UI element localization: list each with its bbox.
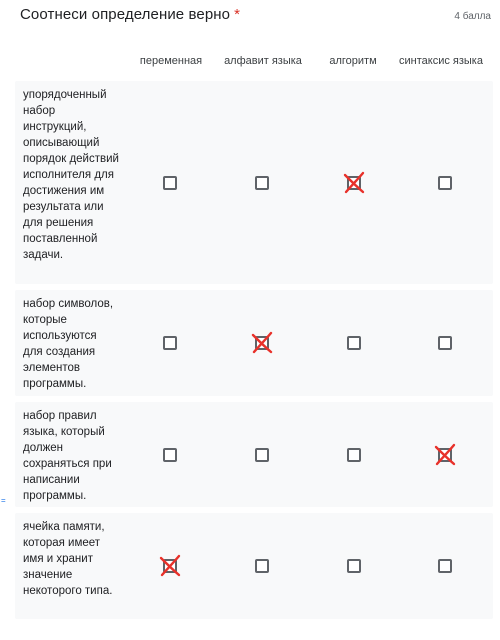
question-header: [0, 0, 500, 38]
checkbox[interactable]: [255, 559, 269, 573]
checkbox[interactable]: [347, 336, 361, 350]
grid-cell: [329, 290, 379, 396]
grid-row: [15, 81, 493, 284]
row-label: упорядоченный набор инструкций, описывающий порядок действий исполнителя для достижения им результата или для решения поставленной задачи.: [23, 89, 119, 261]
checkbox[interactable]: [255, 176, 269, 190]
column-headers: [15, 40, 493, 81]
checkbox[interactable]: [163, 448, 177, 462]
grid-cell: [329, 81, 379, 284]
checkbox[interactable]: [347, 448, 361, 462]
red-cross-icon: [433, 443, 457, 467]
grid-cell: [420, 402, 470, 507]
checkbox-grid: [15, 40, 493, 625]
grid-cell: [145, 290, 195, 396]
grid-cell: [237, 513, 287, 619]
grid-cell: [420, 513, 470, 619]
grid-cell: [420, 81, 470, 284]
column-header-alphabet: алфавит языка: [224, 54, 302, 67]
red-cross-icon: [342, 171, 366, 195]
required-asterisk: *: [234, 6, 241, 23]
grid-cell: [145, 513, 195, 619]
points-label: 4 балла: [454, 11, 491, 22]
checkbox[interactable]: [438, 448, 452, 462]
checkbox[interactable]: [347, 559, 361, 573]
checkbox[interactable]: [438, 336, 452, 350]
column-header-variable: переменная: [139, 54, 203, 67]
question-title: [20, 6, 240, 23]
checkbox[interactable]: [255, 448, 269, 462]
column-header-algorithm: алгоритм: [329, 54, 377, 67]
scroll-indicator: =: [1, 496, 6, 505]
checkbox[interactable]: [163, 336, 177, 350]
grid-row: [15, 402, 493, 507]
checkbox[interactable]: [255, 336, 269, 350]
checkbox[interactable]: [438, 559, 452, 573]
grid-cell: [329, 513, 379, 619]
row-label: ячейка памяти, которая имеет имя и хранит значение некоторого типа.: [23, 521, 113, 597]
grid-row: [15, 290, 493, 396]
grid-cell: [237, 402, 287, 507]
grid-cell: [329, 402, 379, 507]
red-cross-icon: [250, 331, 274, 355]
row-label: набор правил языка, который должен сохраняться при написании программы.: [23, 410, 112, 502]
grid-row: [15, 513, 493, 619]
checkbox[interactable]: [163, 176, 177, 190]
red-cross-icon: [158, 554, 182, 578]
question-title-text: Соотнеси определение верно: [20, 6, 231, 23]
grid-cell: [145, 81, 195, 284]
column-header-syntax: синтаксис языка: [399, 54, 483, 67]
checkbox[interactable]: [347, 176, 361, 190]
grid-cell: [420, 290, 470, 396]
grid-cell: [145, 402, 195, 507]
checkbox[interactable]: [438, 176, 452, 190]
grid-cell: [237, 290, 287, 396]
row-label: набор символов, которые используются для создания элементов программы.: [23, 298, 114, 390]
checkbox[interactable]: [163, 559, 177, 573]
grid-cell: [237, 81, 287, 284]
